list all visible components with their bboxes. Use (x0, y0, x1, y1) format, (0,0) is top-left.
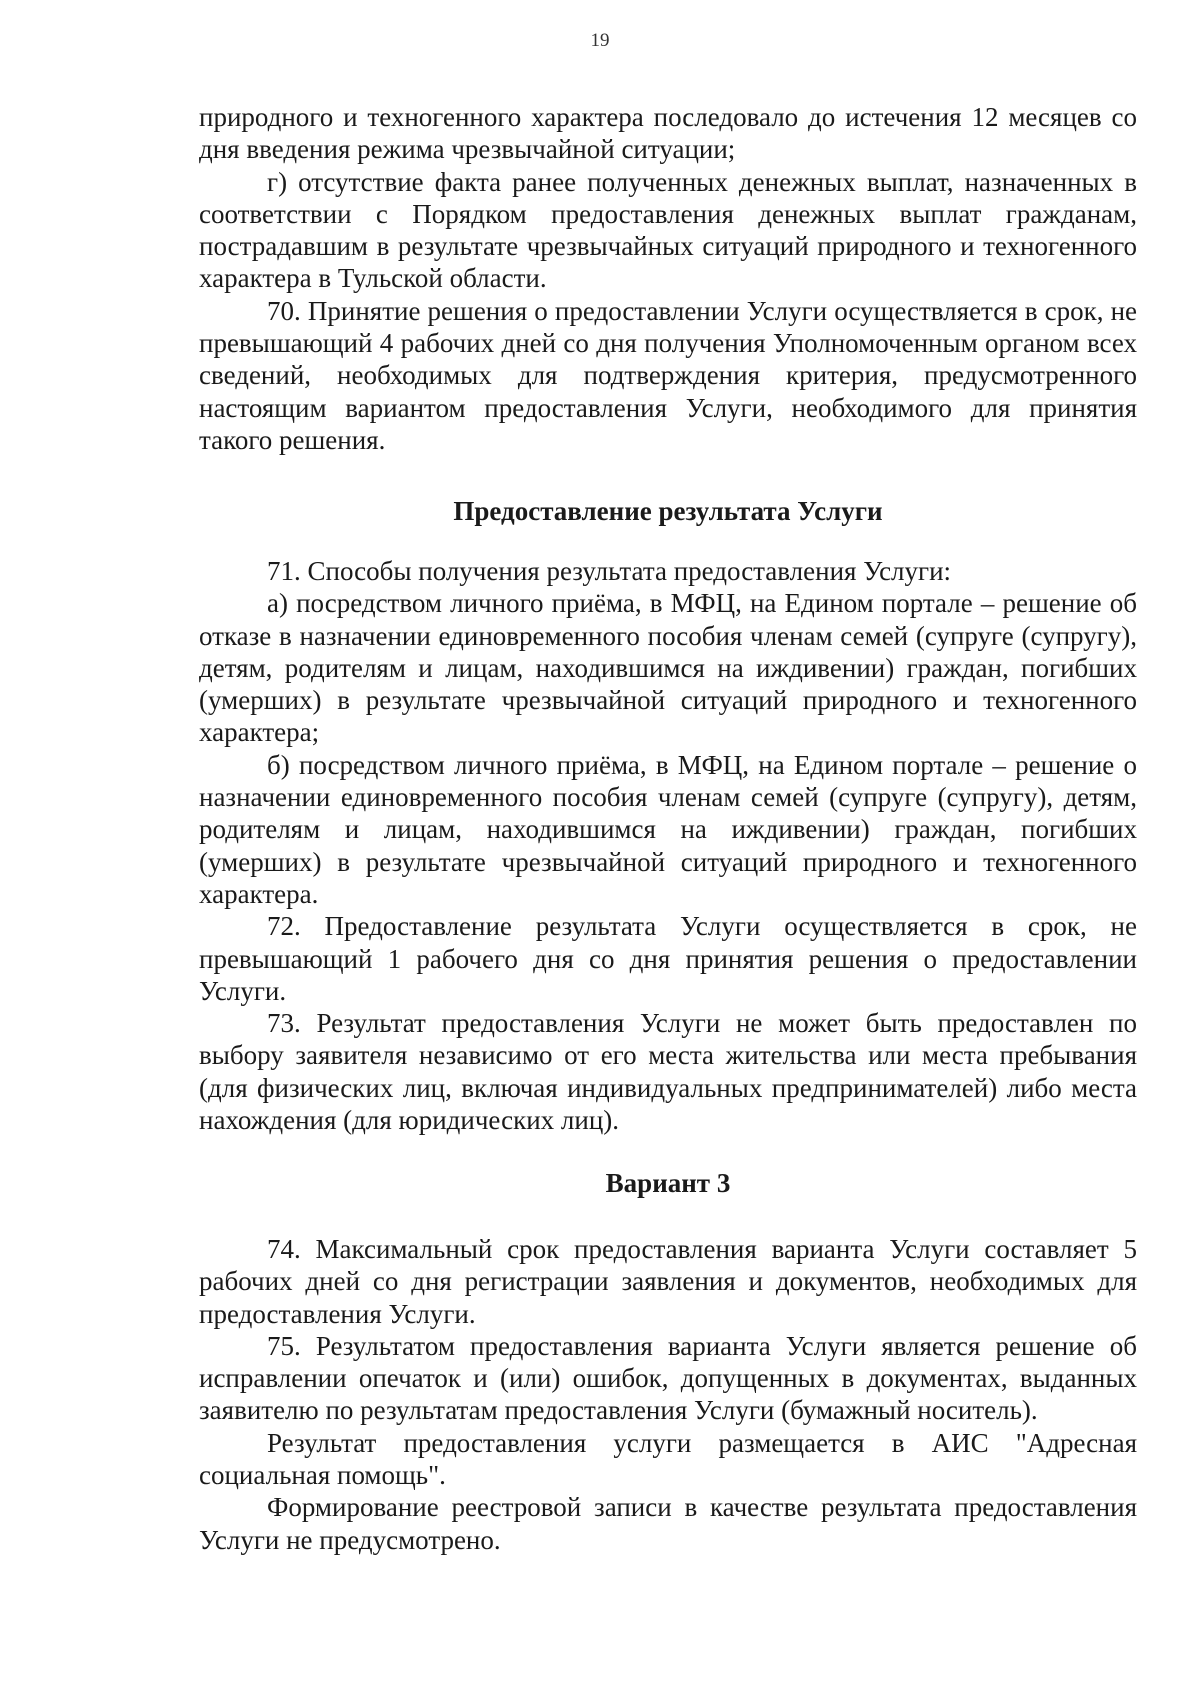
heading-result-provision: Предоставление результата Услуги (453, 496, 883, 526)
page-number: 19 (590, 30, 610, 51)
paragraph-73: 73. Результат предоставления Услуги не может быть предоставлен по выбору заявителя независимо от его места жительства или места пребывания (для физических лиц, включая индивидуальных предпринимателей) либо места нахождения (для юридических лиц). (199, 1008, 1137, 1136)
section-result-text (199, 555, 1137, 1136)
paragraph-75: 75. Результатом предоставления варианта Услуги является решение об исправлении опечаток и (или) ошибок, допущенных в документах, выданных заявителю по результатам предоставления Услуги (бумажный носитель). (199, 1330, 1137, 1426)
paragraph-70: 70. Принятие решения о предоставлении Услуги осуществляется в срок, не превышающий 4 рабочих дней со дня получения Уполномоченным органом всех сведений, необходимых для подтверждения критерия, предусмотренного настоящим вариантом предоставления Услуги, необходимого для принятия такого решения. (199, 295, 1137, 455)
paragraph-item-b: б) посредством личного приёма, в МФЦ, на Едином портале – решение о назначении единовременного пособия членам семей (супруге (супругу), детям, родителям и лицам, находившимся на иждивении) граждан, погибших (умерших) в результате чрезвычайной ситуаций природного и техногенного характера. (199, 749, 1137, 909)
heading-variant-3: Вариант 3 (605, 1168, 731, 1198)
paragraph-result-placement: Результат предоставления услуги размещается в АИС "Адресная социальная помощь". (199, 1427, 1137, 1491)
paragraph-continuation: природного и техногенного характера последовало до истечения 12 месяцев со дня введения режима чрезвычайной ситуации; (199, 102, 1137, 165)
paragraph-item-g: г) отсутствие факта ранее полученных денежных выплат, назначенных в соответствии с Порядком предоставления денежных выплат гражданам, пострадавшим в результате чрезвычайных ситуаций природного и техногенного характера в Тульской области. (199, 166, 1137, 294)
paragraph-72: 72. Предоставление результата Услуги осуществляется в срок, не превышающий 1 рабочего дня со дня принятия решения о предоставлении Услуги. (199, 911, 1137, 1006)
paragraph-71: 71. Способы получения результата предоставления Услуги: (267, 556, 952, 586)
paragraph-74: 74. Максимальный срок предоставления варианта Услуги составляет 5 рабочих дней со дня регистрации заявления и документов, необходимых для предоставления Услуги. (199, 1234, 1137, 1329)
paragraph-item-a: а) посредством личного приёма, в МФЦ, на Едином портале – решение об отказе в назначении единовременного пособия членам семей (супруге (супругу), детям, родителям и лицам, находившимся на иждивении) граждан, погибших (умерших) в результате чрезвычайной ситуаций природного и техногенного характера; (199, 588, 1137, 748)
section-criteria-text (199, 101, 1137, 456)
paragraph-registry-record: Формирование реестровой записи в качестве результата предоставления Услуги не предусмотрено. (199, 1492, 1137, 1555)
section-variant-text (199, 1233, 1137, 1556)
